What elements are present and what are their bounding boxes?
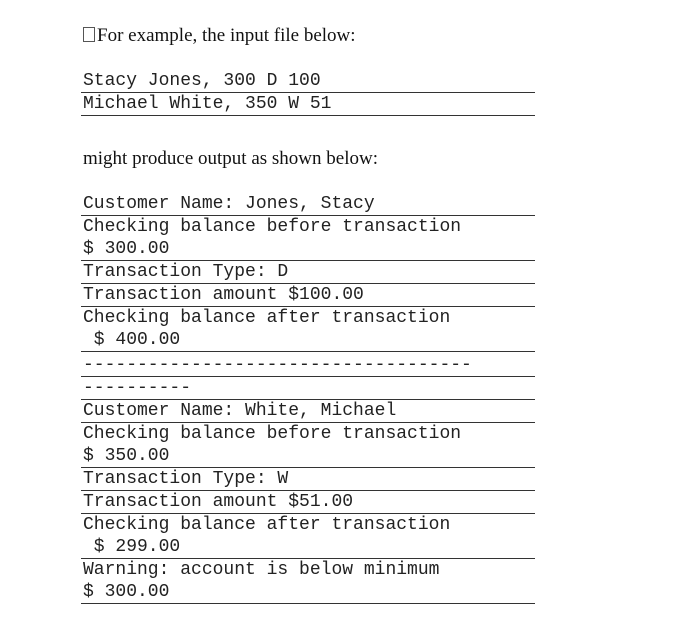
input-line: Michael White, 350 W 51 (81, 93, 535, 116)
output-line: Transaction amount $51.00 (81, 491, 535, 514)
output-line: Checking balance after transaction (83, 515, 451, 535)
output-line: Transaction amount $100.00 (81, 284, 535, 307)
missing-glyph-box-icon (83, 27, 95, 42)
output-line: Transaction Type: D (81, 261, 535, 284)
output-intro-paragraph: might produce output as shown below: (83, 148, 378, 169)
output-line: Checking balance before transaction (83, 217, 462, 237)
output-line: Customer Name: White, Michael (81, 400, 535, 423)
intro-text: For example, the input file below: (97, 25, 356, 46)
input-line: Stacy Jones, 300 D 100 (81, 70, 535, 93)
output-separator-line: ---------- (81, 377, 535, 400)
output-line: $ 400.00 (81, 329, 535, 352)
output-line: $ 300.00 (81, 581, 535, 604)
output-separator-line: ------------------------------------ (81, 354, 535, 377)
input-file-example (81, 70, 535, 116)
intro-paragraph (83, 25, 356, 47)
output-line: Transaction Type: W (81, 468, 535, 491)
output-line: $ 299.00 (81, 536, 535, 559)
output-line: Checking balance after transaction (83, 308, 451, 328)
output-line: Checking balance before transaction (83, 424, 462, 444)
output-line: Customer Name: Jones, Stacy (81, 193, 535, 216)
output-example (81, 193, 535, 604)
output-line: $ 300.00 (81, 238, 535, 261)
output-line: $ 350.00 (81, 445, 535, 468)
output-line: Warning: account is below minimum (83, 560, 440, 580)
